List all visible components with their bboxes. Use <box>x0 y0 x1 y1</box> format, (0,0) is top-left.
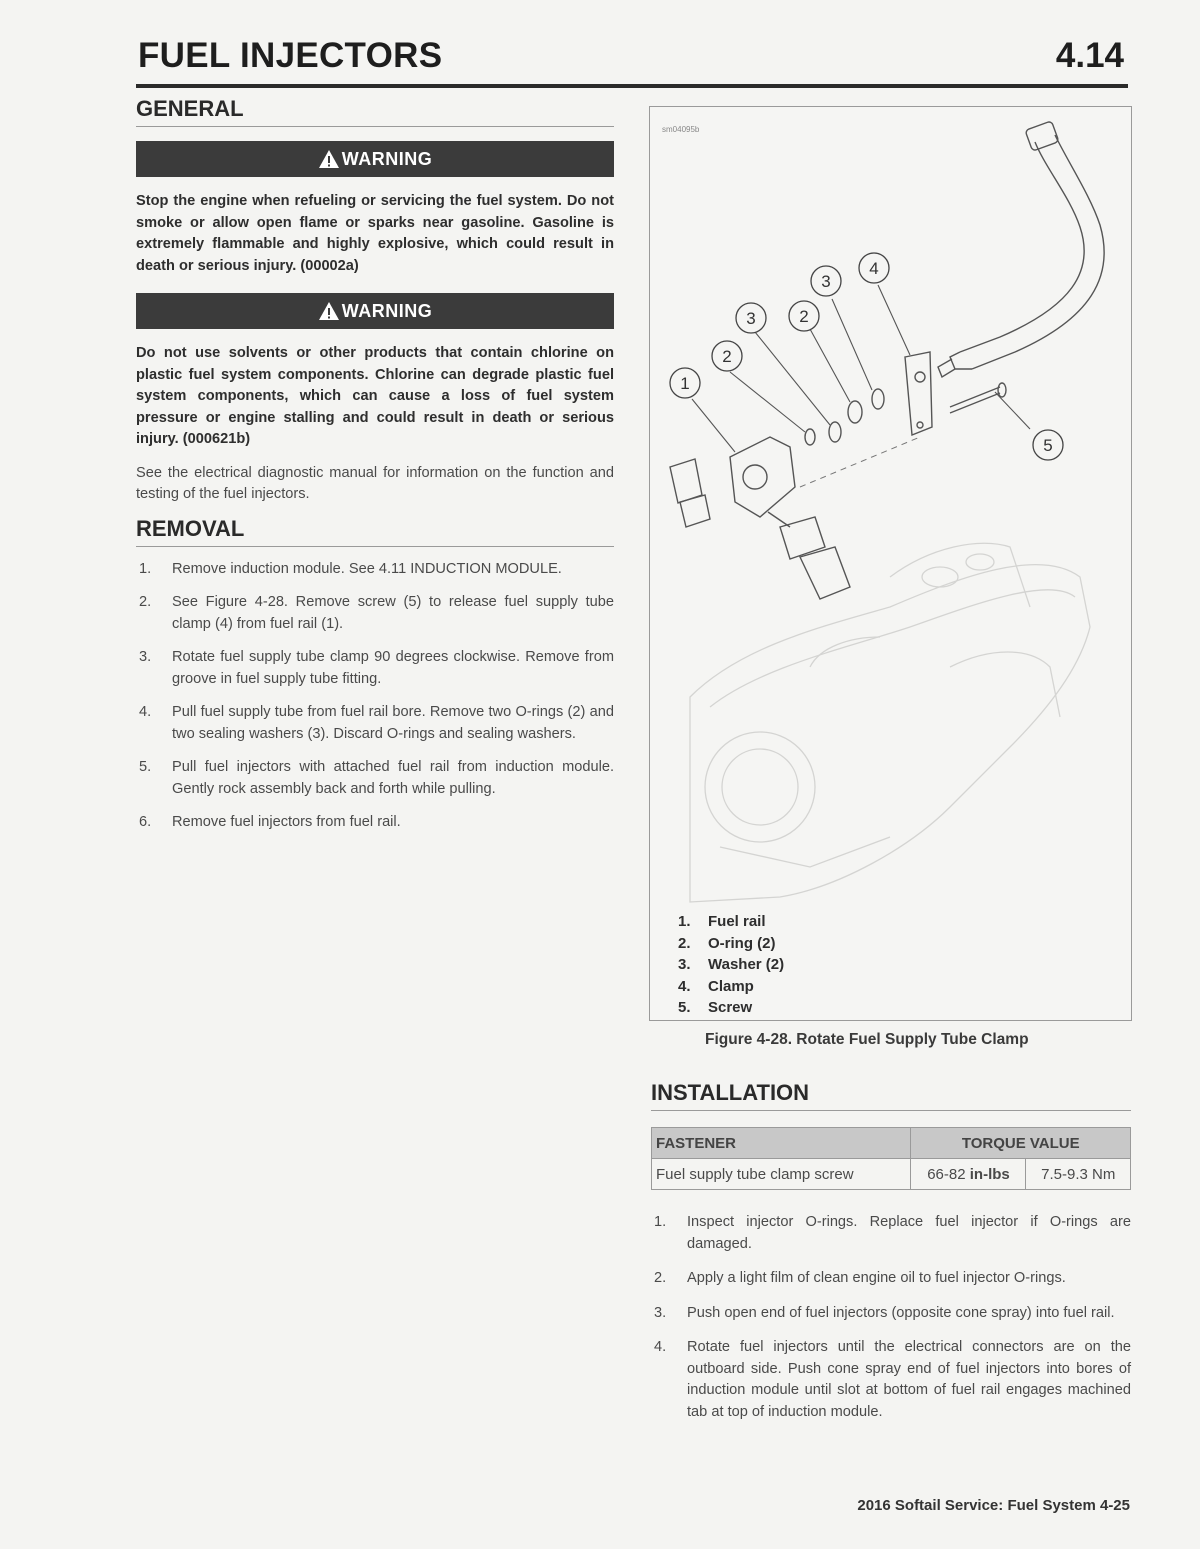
table-header-row <box>652 1128 1131 1159</box>
page-footer: 2016 Softail Service: Fuel System 4-25 <box>857 1497 1130 1514</box>
legend-item: 5. Screw <box>678 999 753 1017</box>
torque-inlbs-cell: 66-82 in-lbs <box>911 1159 1026 1190</box>
title-divider <box>136 84 1128 88</box>
column-header-fastener: FASTENER <box>652 1128 911 1159</box>
warning-text-1: Stop the engine when refueling or servicing the fuel system. Do not smoke or allow open flame or sparks near gasoline. Gasoline is extremely flammable and highly explosive, which could result in death or serious injury. (00002a) <box>136 193 614 274</box>
washers-orings-drawing <box>805 389 884 445</box>
figure-id: sm04095b <box>662 125 700 134</box>
left-column <box>136 96 614 846</box>
callout-2 <box>712 341 742 371</box>
legend-item: 3. Washer (2) <box>678 956 785 974</box>
torque-nm-cell: 7.5-9.3 Nm <box>1026 1159 1131 1190</box>
list-item: 6. Remove fuel injectors from fuel rail. <box>139 814 401 830</box>
figure-legend <box>678 911 784 1019</box>
list-item: 2. Apply a light film of clean engine oil to fuel injector O-rings. <box>654 1270 1066 1286</box>
list-item: 4. Rotate fuel injectors until the electrical connectors are on the outboard side. Push cone spray end of fuel injectors into bores of induction module until slot at bottom of fuel rail engages machined tab at top of induction module. <box>654 1339 1131 1420</box>
general-heading: GENERAL <box>136 96 614 127</box>
fastener-cell: Fuel supply tube clamp screw <box>652 1159 911 1190</box>
warning-triangle-icon <box>318 301 340 321</box>
removal-steps <box>136 559 614 834</box>
callout-1 <box>670 368 700 398</box>
section-number: 4.14 <box>1055 36 1124 75</box>
installation-heading: INSTALLATION <box>651 1080 1131 1111</box>
centerline <box>800 437 920 487</box>
page-title: FUEL INJECTORS <box>138 36 443 75</box>
callout-5 <box>1033 430 1063 460</box>
legend-item: 4. Clamp <box>678 977 754 995</box>
callout-3 <box>736 303 766 333</box>
legend-item: 2. O-ring (2) <box>678 934 776 952</box>
installation-section <box>651 1080 1131 1436</box>
warning-banner-2 <box>136 293 614 329</box>
svg-text:5: 5 <box>1043 436 1053 455</box>
fuel-rail-injectors-drawing <box>670 437 850 599</box>
warning-label: WARNING <box>341 148 433 169</box>
warning-text-2: Do not use solvents or other products that contain chlorine on plastic fuel system components. Chlorine can degrade plastic fuel system components, which can cause a loss of fuel system pressure or engine stalling and could result in death or serious injury. (000621b) <box>136 345 614 447</box>
list-item: 1. Remove induction module. See 4.11 INDUCTION MODULE. <box>139 560 562 577</box>
list-item: 3. Rotate fuel supply tube clamp 90 degrees clockwise. Remove from groove in fuel supply tube fitting. <box>139 649 614 687</box>
column-header-torque: TORQUE VALUE <box>911 1128 1131 1159</box>
table-row <box>652 1159 1131 1190</box>
figure-4-28 <box>649 106 1132 1021</box>
installation-steps <box>651 1212 1131 1423</box>
svg-text:2: 2 <box>722 347 732 366</box>
svg-text:2: 2 <box>799 307 809 326</box>
svg-text:3: 3 <box>746 309 756 328</box>
list-item: 5. Pull fuel injectors with attached fuel rail from induction module. Gently rock assembly back and forth while pulling. <box>139 759 614 797</box>
fuel-supply-tube-drawing <box>938 121 1104 377</box>
svg-text:4: 4 <box>869 259 879 278</box>
list-item: 4. Pull fuel supply tube from fuel rail bore. Remove two O-rings (2) and two sealing washers (3). Discard O-rings and sealing washers. <box>139 704 614 742</box>
clamp-drawing <box>905 352 932 435</box>
induction-module-drawing <box>690 543 1090 902</box>
warning-triangle-icon <box>318 149 340 169</box>
general-note: See the electrical diagnostic manual for information on the function and testing of the fuel injectors. <box>136 464 614 502</box>
list-item: 3. Push open end of fuel injectors (opposite cone spray) into fuel rail. <box>654 1304 1115 1321</box>
warning-banner-1 <box>136 141 614 177</box>
callout-3 <box>811 266 841 296</box>
svg-text:1: 1 <box>680 374 690 393</box>
callout-2 <box>789 301 819 331</box>
svg-text:3: 3 <box>821 272 831 291</box>
list-item: 1. Inspect injector O-rings. Replace fuel injector if O-rings are damaged. <box>654 1214 1131 1252</box>
screw-drawing <box>950 383 1006 413</box>
callout-4 <box>859 253 889 283</box>
legend-item: 1. Fuel rail <box>678 913 766 930</box>
removal-heading: REMOVAL <box>136 516 614 547</box>
list-item: 2. See Figure 4-28. Remove screw (5) to release fuel supply tube clamp (4) from fuel rail (1). <box>139 594 614 632</box>
exploded-view-illustration <box>650 107 1131 907</box>
figure-caption: Figure 4-28. Rotate Fuel Supply Tube Clamp <box>705 1031 1029 1048</box>
warning-label: WARNING <box>341 300 433 321</box>
torque-table <box>651 1127 1131 1190</box>
